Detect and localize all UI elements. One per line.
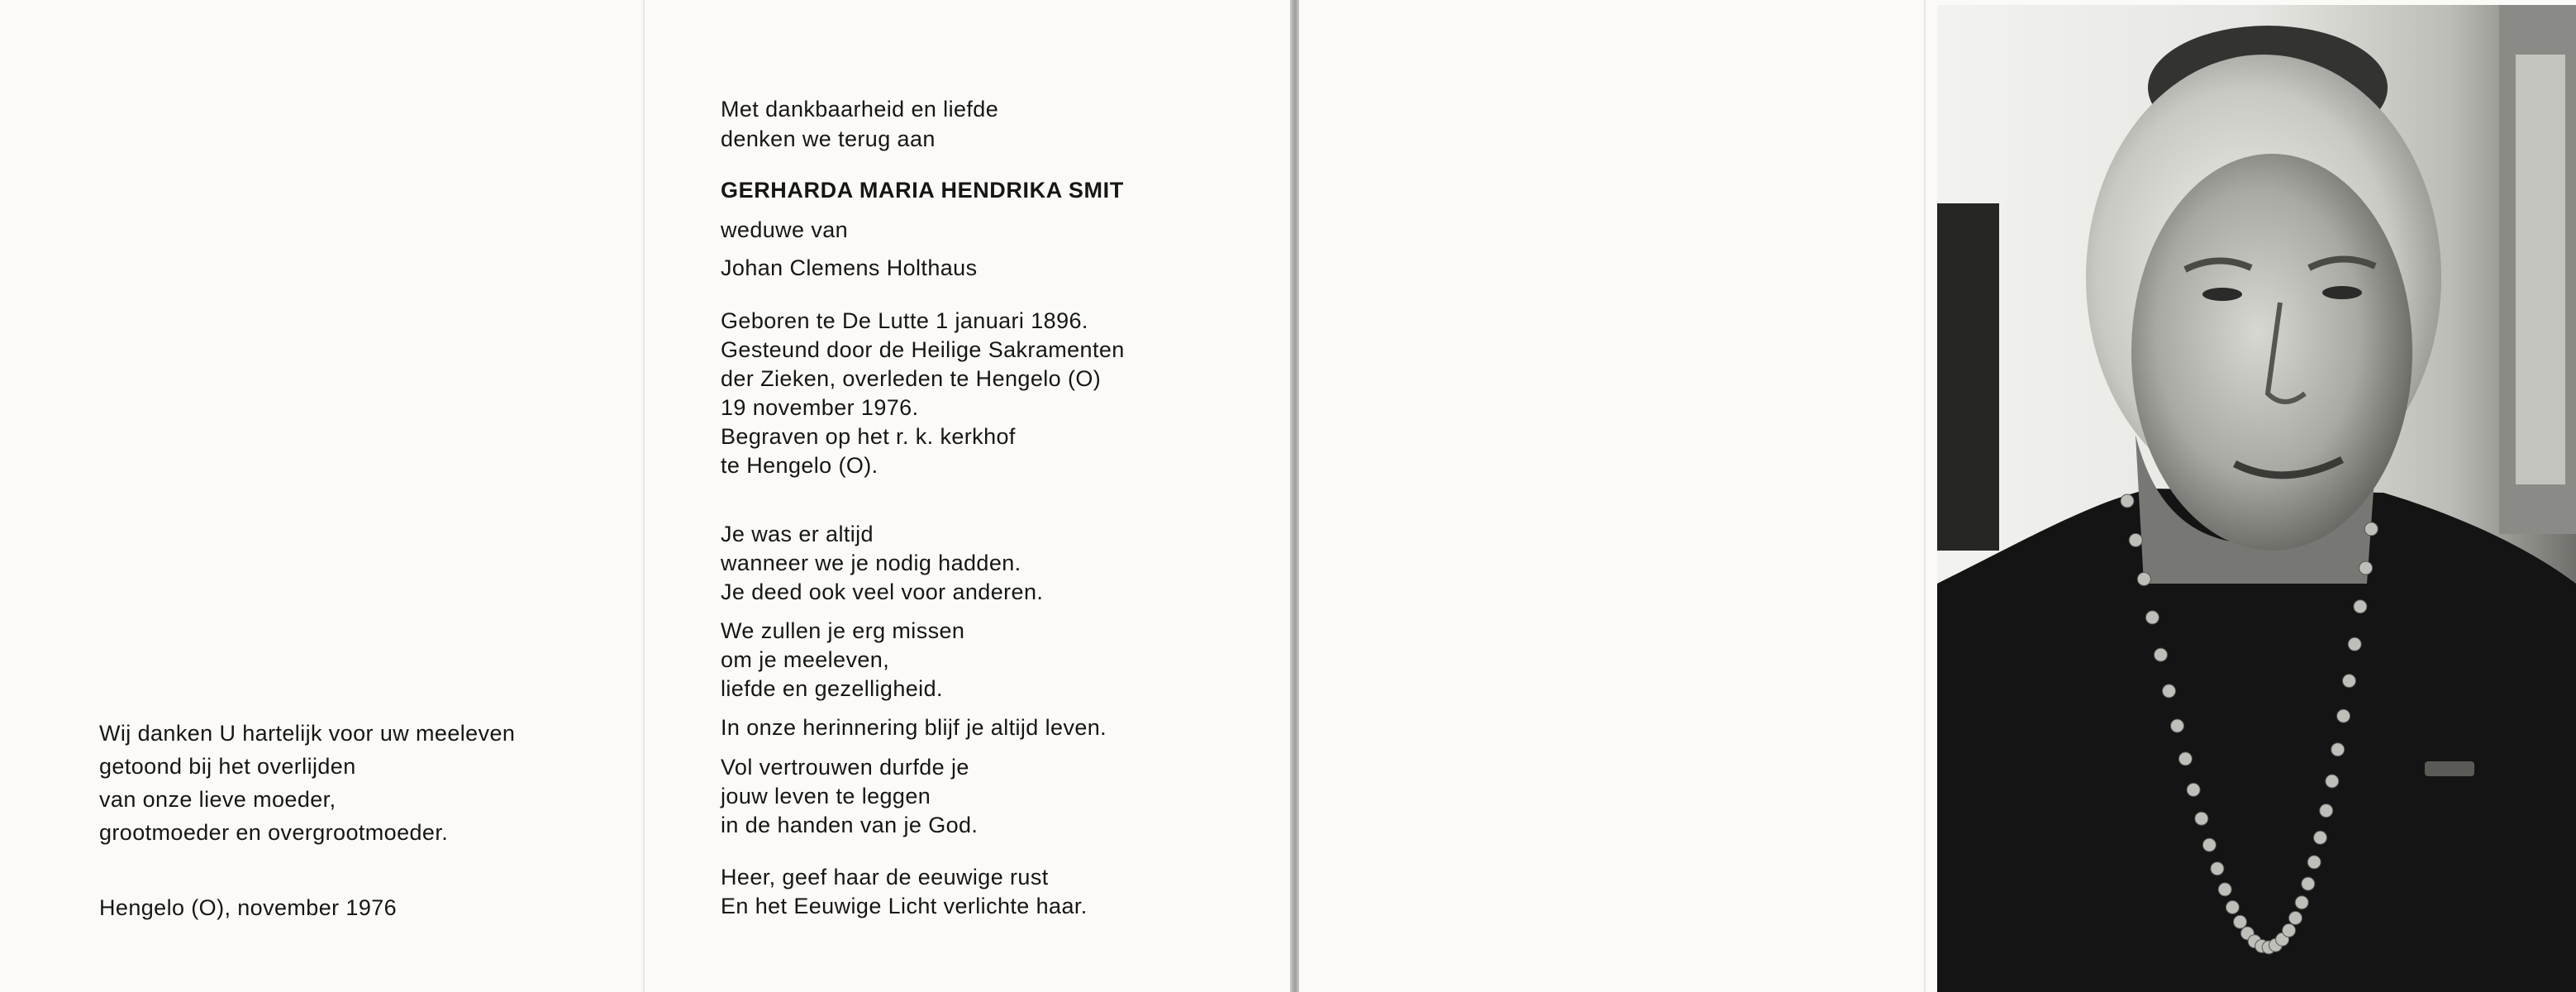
window-frame — [2516, 55, 2565, 484]
thanks-line: grootmoeder en overgrootmoeder. — [99, 820, 449, 845]
pearl — [2163, 684, 2176, 698]
pearl — [2145, 611, 2159, 624]
widow-of: weduwe van — [721, 217, 849, 242]
pearl — [2187, 783, 2200, 796]
pearl — [2121, 494, 2134, 508]
pearl — [2283, 924, 2296, 937]
pearl — [2218, 883, 2231, 896]
pearl — [2137, 573, 2150, 586]
place-date: Hengelo (O), november 1976 — [99, 895, 398, 920]
pearl — [2348, 637, 2361, 651]
poem-line: jouw leven te leggen — [721, 784, 931, 808]
pearl — [2337, 709, 2350, 723]
pearl — [2326, 775, 2339, 788]
card-gap — [1291, 0, 1299, 992]
pearl — [2211, 862, 2224, 875]
poem-line: Je was er altijd — [721, 522, 874, 546]
pearl — [2195, 812, 2208, 825]
bio-line: te Hengelo (O). — [721, 453, 879, 478]
pearl — [2202, 838, 2216, 851]
spouse-name: Johan Clemens Holthaus — [721, 255, 978, 280]
poem-line: in de handen van je God. — [721, 813, 978, 837]
poem-line: Heer, geef haar de eeuwige rust — [721, 865, 1049, 889]
bio-line: Gesteund door de Heilige Sakramenten — [721, 337, 1125, 362]
pearl — [2226, 901, 2239, 914]
thanks-line: Wij danken U hartelijk voor uw meeleven — [99, 721, 516, 746]
poem-line: In onze herinnering blijf je altijd leven. — [721, 715, 1107, 740]
poem-line: Vol vertrouwen durfde je — [721, 755, 969, 780]
pearl — [2359, 561, 2373, 575]
pearl — [2343, 675, 2356, 688]
pearl — [2364, 522, 2378, 536]
pearl — [2307, 856, 2321, 869]
card-fold — [643, 0, 645, 992]
thanks-line: getoond bij het overlijden — [99, 754, 356, 779]
intro-line: Met dankbaarheid en liefde — [721, 97, 999, 122]
poem-line: En het Eeuwige Licht verlichte haar. — [721, 894, 1088, 918]
eye — [2202, 288, 2242, 301]
pearl — [2155, 648, 2168, 661]
door-frame — [1937, 203, 1999, 551]
pearl — [2331, 743, 2345, 756]
pearl — [2320, 804, 2333, 818]
eye — [2322, 286, 2362, 299]
card-fold — [1924, 0, 1926, 992]
memorial-card-outside — [1299, 0, 2576, 992]
bio-line: 19 november 1976. — [721, 395, 919, 420]
pearl — [2314, 831, 2327, 844]
pearl — [2234, 915, 2247, 928]
pearl — [2302, 877, 2315, 890]
bio-line: Geboren te De Lutte 1 januari 1896. — [721, 308, 1088, 333]
intro-line: denken we terug aan — [721, 126, 936, 151]
bio-line: der Zieken, overleden te Hengelo (O) — [721, 366, 1102, 391]
pearl — [2171, 719, 2184, 732]
poem-line: We zullen je erg missen — [721, 618, 965, 643]
thanks-line: van onze lieve moeder, — [99, 787, 336, 812]
poem-line: Je deed ook veel voor anderen. — [721, 579, 1044, 604]
brooch — [2425, 761, 2474, 776]
poem-line: om je meeleven, — [721, 647, 890, 672]
pearl — [2354, 600, 2367, 613]
poem-line: wanneer we je nodig hadden. — [721, 551, 1021, 575]
pearl — [2178, 752, 2192, 765]
deceased-name: GERHARDA MARIA HENDRIKA SMIT — [721, 178, 1124, 203]
pearl — [2289, 912, 2302, 925]
pearl — [2129, 533, 2142, 546]
bio-line: Begraven op het r. k. kerkhof — [721, 424, 1016, 449]
portrait-photo — [1937, 5, 2576, 992]
poem-line: liefde en gezelligheid. — [721, 676, 943, 701]
pearl — [2295, 896, 2308, 909]
